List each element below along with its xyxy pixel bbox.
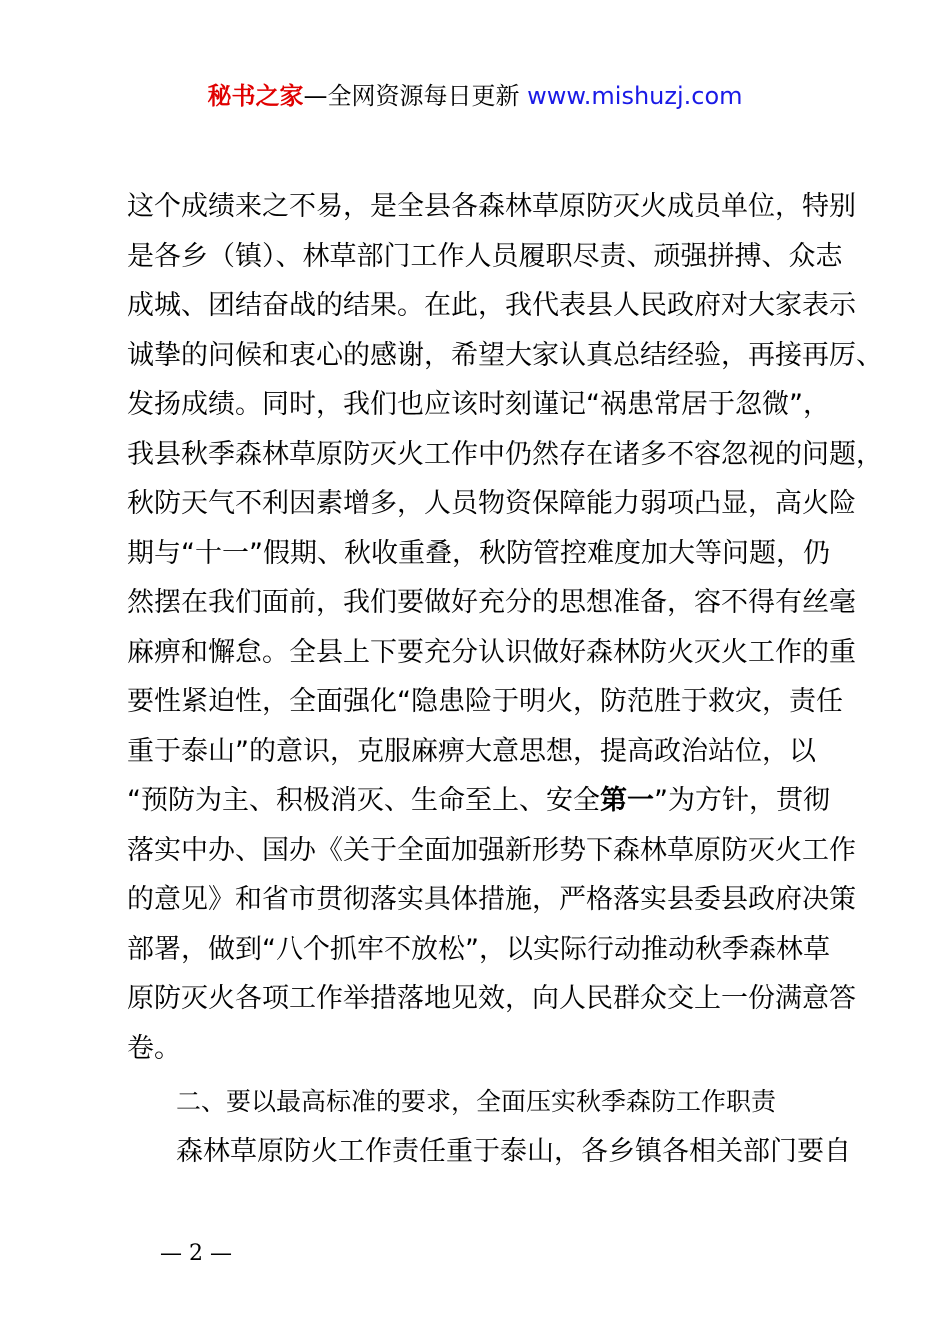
paragraph-line: 成城、团结奋战的结果。在此，我代表县人民政府对大家表示: [127, 290, 856, 321]
page-number: — 2 —: [160, 1241, 232, 1266]
paragraph-line: 原防灭火各项工作举措落地见效，向人民群众交上一份满意答: [127, 983, 856, 1014]
paragraph-line: 诚挚的问候和衷心的感谢，希望大家认真总结经验，再接再厉、: [127, 339, 883, 371]
site-url-link[interactable]: www.mishuzj.com: [527, 82, 743, 110]
paragraph-line: 卷。: [127, 1032, 181, 1064]
line-segment: ”为方针，贯彻: [654, 785, 830, 816]
paragraph-line: 麻痹和懈怠。全县上下要充分认识做好森林防火灭火工作的重: [127, 636, 856, 668]
document-body: [127, 182, 883, 1176]
brand-name: 秘书之家: [207, 82, 304, 110]
paragraph-line: 落实中办、国办《关于全面加强新形势下森林草原防灭火工作: [127, 834, 856, 866]
paragraph-line: 是各乡（镇）、林草部门工作人员履职尽责、顽强拼搏、众志: [127, 240, 843, 272]
bold-emphasis: 第一: [600, 785, 654, 816]
paragraph-line: 我县秋季森林草原防灭火工作中仍然存在诸多不容忽视的问题，: [127, 438, 883, 470]
paragraph-line: 秋防天气不利因素增多，人员物资保障能力弱项凸显，高火险: [127, 488, 856, 519]
paragraph-line: 森林草原防火工作责任重于泰山，各乡镇各相关部门要自: [176, 1135, 851, 1167]
paragraph-line: 然摆在我们面前，我们要做好充分的思想准备，容不得有丝毫: [127, 587, 856, 618]
paragraph-line-with-bold: [127, 776, 867, 826]
header-tagline: —全网资源每日更新: [303, 82, 520, 110]
paragraph-line: 要性紧迫性，全面强化“隐患险于明火，防范胜于救灾，责任: [127, 686, 843, 717]
site-header: [0, 78, 950, 114]
paragraph-line: 这个成绩来之不易，是全县各森林草原防灭火成员单位，特别: [127, 191, 856, 222]
paragraph-line: 期与“十一”假期、秋收重叠，秋防管控难度加大等问题，仍: [127, 537, 830, 569]
paragraph-line: 重于泰山”的意识，克服麻痹大意思想，提高政治站位，以: [127, 735, 816, 767]
paragraph-line: 部署，做到“八个抓牢不放松”，以实际行动推动秋季森林草: [127, 933, 830, 965]
paragraph-line: 发扬成绩。同时，我们也应该时刻谨记“祸患常居于忽微”，: [127, 389, 830, 420]
paragraph-line: 的意见》和省市贯彻落实具体措施，严格落实县委县政府决策: [127, 884, 856, 915]
line-segment: “预防为主、积极消灭、生命至上、安全: [127, 785, 600, 816]
section-heading: 二、要以最高标准的要求，全面压实秋季森防工作职责: [176, 1087, 777, 1116]
